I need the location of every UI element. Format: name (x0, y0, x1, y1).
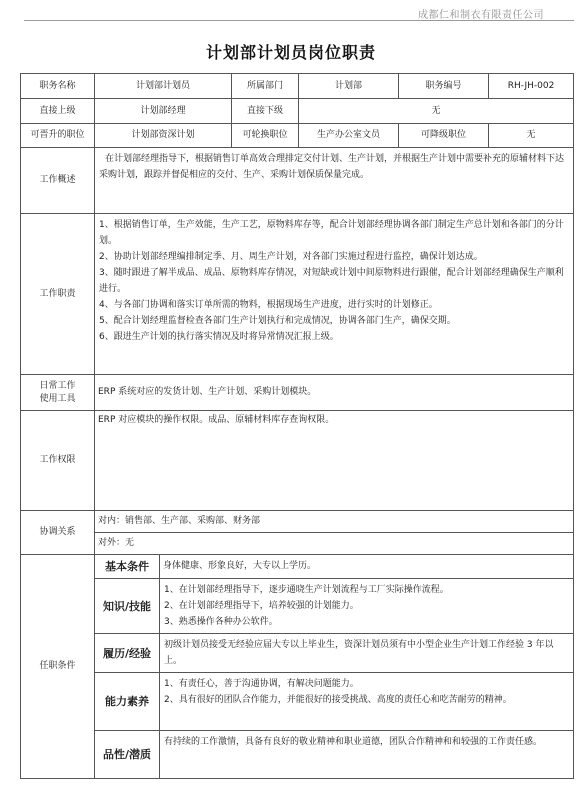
value-character (160, 731, 574, 779)
page-title: 计划部计划员岗位职责 (205, 43, 376, 62)
label-rotation: 可轮换职位 (232, 124, 299, 148)
value-overview (95, 148, 574, 214)
label-requirements: 任职条件 (21, 555, 95, 779)
value-ability (160, 673, 574, 731)
experience-text: 初级计划员接受无经验应届大专以上毕业生，资深计划员须有中小型企业生产计划工作经验 3 年以上。 (164, 640, 554, 666)
row-req-character (21, 731, 574, 779)
ability-item: 1、有责任心，善于沟通协调，有解决问题能力。 (164, 679, 359, 689)
row-superior (21, 99, 574, 124)
skill-item: 1、在计划部经理指导下，逐步通晓生产计划流程与工厂实际操作流程。 (164, 585, 449, 595)
label-basic: 基本条件 (95, 555, 160, 579)
row-overview (21, 148, 574, 214)
label-coordination: 协调关系 (21, 511, 95, 555)
overview-text: 在计划部经理指导下，根据销售订单高效合理排定交付计划、生产计划，并根据生产计划中需要补充的原辅材料下达采购计划，跟踪并督促相应的交付、生产、采购计划保质保量完成。 (99, 154, 565, 180)
label-character: 品性/潜质 (95, 731, 160, 779)
value-job-title: 计划部计划员 (95, 74, 232, 99)
label-tools-line1: 日常工作 (39, 380, 76, 391)
row-coordination-internal (21, 511, 574, 533)
row-req-basic (21, 555, 574, 579)
duty-item: 3、随时跟进了解半成品、成品、原物料库存情况，对短缺或计划中间原物料进行跟催，配合计划部经理确保生产顺利进行。 (99, 268, 564, 294)
label-department: 所属部门 (232, 74, 299, 99)
value-job-code: RH-JH-002 (489, 74, 574, 99)
company-name: 成都仁和制衣有限责任公司 (418, 10, 544, 21)
label-authority: 工作权限 (21, 411, 95, 511)
skill-item: 3、熟悉操作各种办公软件。 (164, 617, 278, 627)
row-req-experience (21, 634, 574, 673)
duty-item: 2、协助计划部经理编排制定季、月、周生产计划，对各部门实施过程进行监控，确保计划达成。 (99, 252, 483, 262)
value-coordination-internal: 对内：销售部、生产部、采购部、财务部 (95, 511, 574, 533)
row-req-ability (21, 673, 574, 731)
value-duties (95, 214, 574, 375)
value-skills (160, 579, 574, 634)
value-authority: ERP 对应模块的操作权限。成品、原辅材料库存查询权限。 (95, 411, 574, 511)
row-req-skills (21, 579, 574, 634)
row-authority (21, 411, 574, 511)
label-direct-superior: 直接上级 (21, 99, 95, 124)
label-direct-subordinate: 直接下级 (232, 99, 299, 124)
label-duties: 工作职责 (21, 214, 95, 375)
value-promotion: 计划部资深计划 (95, 124, 232, 148)
row-coordination-external (21, 533, 574, 555)
ability-item: 2、具有很好的团队合作能力，并能很好的接受挑战、高度的责任心和吃苦耐劳的精神。 (164, 695, 512, 705)
duty-item: 1、根据销售订单，生产效能，生产工艺，原物料库存等，配合计划部经理协调各部门制定生产总计划和各部门的分计划。 (99, 220, 564, 246)
header-rule (24, 20, 574, 21)
value-direct-subordinate: 无 (299, 99, 574, 124)
label-ability: 能力素养 (95, 673, 160, 731)
row-tools (21, 375, 574, 411)
value-department: 计划部 (299, 74, 399, 99)
label-tools-line2: 使用工具 (39, 393, 76, 404)
label-experience: 履历/经验 (95, 634, 160, 673)
character-text: 有持续的工作激情，具备有良好的敬业精神和职业道德，团队合作精神和和较强的工作责任感。 (164, 737, 543, 747)
label-promotion: 可晋升的职位 (21, 124, 95, 148)
label-skills: 知识/技能 (95, 579, 160, 634)
duty-item: 6、跟进生产计划的执行落实情况及时将异常情况汇报上级。 (99, 332, 339, 342)
row-duties (21, 214, 574, 375)
label-job-code: 职务编号 (399, 74, 489, 99)
value-experience (160, 634, 574, 673)
job-description-table (20, 73, 574, 779)
value-demotion: 无 (489, 124, 574, 148)
label-tools (21, 375, 95, 411)
value-direct-superior: 计划部经理 (95, 99, 232, 124)
row-job-title (21, 74, 574, 99)
value-tools: ERP 系统对应的发货计划、生产计划、采购计划模块。 (95, 375, 574, 411)
label-job-title: 职务名称 (21, 74, 95, 99)
label-demotion: 可降级职位 (399, 124, 489, 148)
value-coordination-external: 对外：无 (95, 533, 574, 555)
duty-item: 5、配合计划经理监督检查各部门生产计划执行和完成情况，协调各部门生产，确保交期。 (99, 316, 456, 326)
value-rotation: 生产办公室文员 (299, 124, 399, 148)
value-basic: 身体健康、形象良好，大专以上学历。 (160, 555, 574, 579)
row-career (21, 124, 574, 148)
label-overview: 工作概述 (21, 148, 95, 214)
duty-item: 4、与各部门协调和落实订单所需的物料，根据现场生产进度，进行实时的计划修正。 (99, 300, 438, 310)
skill-item: 2、在计划部经理指导下，培养较强的计划能力。 (164, 601, 359, 611)
